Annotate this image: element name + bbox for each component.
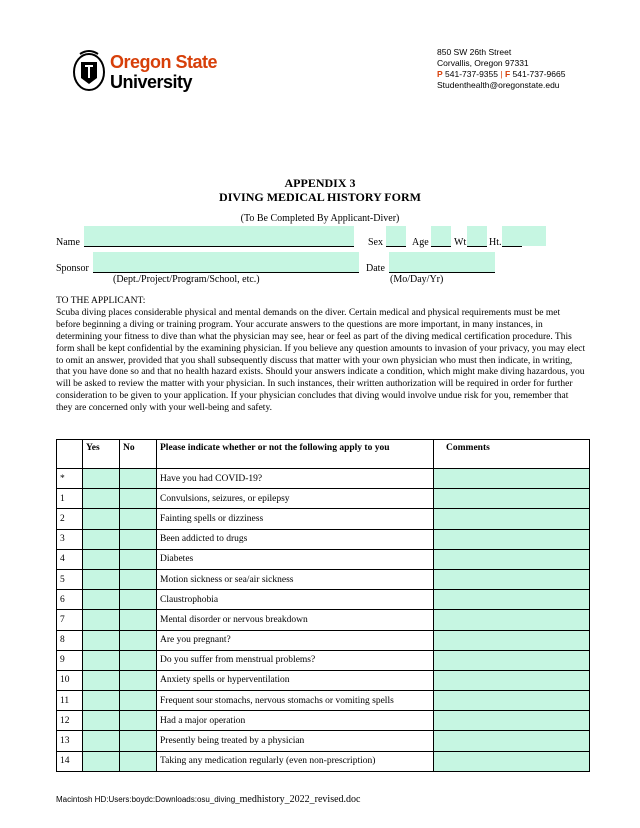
no-answer-cell[interactable] <box>120 569 157 589</box>
no-answer-cell[interactable] <box>120 529 157 549</box>
logo-line-1: Oregon State <box>110 52 218 72</box>
question-header: Please indicate whether or not the following apply to you <box>157 440 434 469</box>
yes-answer-cell[interactable] <box>83 549 120 569</box>
phone-number: 541-737-9355 <box>445 69 498 79</box>
comments-cell[interactable] <box>434 691 590 711</box>
row-number: 12 <box>57 711 83 731</box>
question-text: Convulsions, seizures, or epilepsy <box>157 489 434 509</box>
question-text: Presently being treated by a physician <box>157 731 434 751</box>
question-text: Anxiety spells or hyperventilation <box>157 670 434 690</box>
osu-logo <box>72 46 222 98</box>
table-row <box>57 569 590 589</box>
no-answer-cell[interactable] <box>120 731 157 751</box>
table-row <box>57 469 590 489</box>
table-row <box>57 630 590 650</box>
table-row <box>57 590 590 610</box>
comments-cell[interactable] <box>434 569 590 589</box>
comments-cell[interactable] <box>434 529 590 549</box>
row-number: 1 <box>57 489 83 509</box>
sex-label: Sex <box>368 237 383 248</box>
question-text: Had a major operation <box>157 711 434 731</box>
phone-fax-line: P 541-737-9355 | F 541-737-9665 <box>437 69 566 79</box>
instructions-text: Scuba diving places considerable physical and mental demands on the diver. Certain medical and physical requirements must be met before beginning a diving or training program. Your accurate answers to the questions are more important, in many instances, in determining your fitness to dive than what the physician may see, hear or feel as part of the diving medical certification procedure. This form shall be kept confidential by the examining physician. If you believe any question amounts to invasion of your privacy, you may elect to omit an answer, provided that you shall subsequently discuss that matter with your own physician who must then indicate, in writing, that you have done so and that no health hazard exists. Should your answers indicate a condition, which might make diving hazardous, you will be asked to review the matter with your physician. In such instances, their written authorization will be required in order for further consideration to be given to your application. If your physician concludes that diving would involve undue risk for you, remember that they are concerned only with your well-being and safety. <box>56 307 586 414</box>
yes-header: Yes <box>83 440 120 469</box>
name-input[interactable] <box>84 226 354 246</box>
yes-answer-cell[interactable] <box>83 489 120 509</box>
row-number: 9 <box>57 650 83 670</box>
sponsor-label: Sponsor <box>56 263 89 274</box>
age-input[interactable] <box>431 226 451 246</box>
weight-label: Wt <box>454 237 467 248</box>
phone-label: P <box>437 69 443 79</box>
osu-seal-icon <box>72 48 106 92</box>
sponsor-line <box>93 272 359 273</box>
table-row <box>57 489 590 509</box>
date-line <box>389 272 495 273</box>
no-answer-cell[interactable] <box>120 509 157 529</box>
table-header-row <box>57 440 590 469</box>
row-number: 2 <box>57 509 83 529</box>
comments-cell[interactable] <box>434 610 590 630</box>
row-number: 8 <box>57 630 83 650</box>
no-answer-cell[interactable] <box>120 691 157 711</box>
table-row <box>57 731 590 751</box>
row-number: * <box>57 469 83 489</box>
comments-cell[interactable] <box>434 469 590 489</box>
address-street: 850 SW 26th Street <box>437 47 512 57</box>
no-answer-cell[interactable] <box>120 630 157 650</box>
question-text: Diabetes <box>157 549 434 569</box>
table-row <box>57 509 590 529</box>
yes-answer-cell[interactable] <box>83 711 120 731</box>
comments-header: Comments <box>434 440 590 469</box>
date-input[interactable] <box>389 252 495 272</box>
form-title: DIVING MEDICAL HISTORY FORM <box>219 190 421 204</box>
form-subtitle: (To Be Completed By Applicant-Diver) <box>240 213 400 224</box>
yes-answer-cell[interactable] <box>83 670 120 690</box>
row-number: 6 <box>57 590 83 610</box>
no-answer-cell[interactable] <box>120 469 157 489</box>
contact-block <box>437 47 565 91</box>
applicant-instructions <box>56 296 586 415</box>
no-answer-cell[interactable] <box>120 711 157 731</box>
date-label: Date <box>366 263 385 274</box>
weight-line <box>467 246 487 247</box>
weight-input[interactable] <box>467 226 487 246</box>
row-number: 5 <box>57 569 83 589</box>
question-text: Have you had COVID-19? <box>157 469 434 489</box>
contact-email: Studenthealth@oregonstate.edu <box>437 80 560 90</box>
question-text: Are you pregnant? <box>157 630 434 650</box>
comments-cell[interactable] <box>434 731 590 751</box>
question-text: Taking any medication regularly (even non-prescription) <box>157 751 434 771</box>
comments-cell[interactable] <box>434 711 590 731</box>
question-text: Fainting spells or dizziness <box>157 509 434 529</box>
sex-input[interactable] <box>386 226 406 246</box>
instructions-heading: TO THE APPLICANT: <box>56 296 146 306</box>
yes-answer-cell[interactable] <box>83 469 120 489</box>
row-number: 13 <box>57 731 83 751</box>
yes-answer-cell[interactable] <box>83 569 120 589</box>
row-number: 7 <box>57 610 83 630</box>
question-text: Claustrophobia <box>157 590 434 610</box>
comments-cell[interactable] <box>434 590 590 610</box>
table-row <box>57 529 590 549</box>
question-text: Do you suffer from menstrual problems? <box>157 650 434 670</box>
table-row <box>57 650 590 670</box>
name-label: Name <box>56 237 80 248</box>
comments-cell[interactable] <box>434 509 590 529</box>
no-answer-cell[interactable] <box>120 650 157 670</box>
no-answer-cell[interactable] <box>120 670 157 690</box>
yes-answer-cell[interactable] <box>83 691 120 711</box>
row-number: 4 <box>57 549 83 569</box>
num-header <box>57 440 83 469</box>
table-row <box>57 751 590 771</box>
height-label: Ht. <box>489 237 502 248</box>
question-text: Motion sickness or sea/air sickness <box>157 569 434 589</box>
yes-answer-cell[interactable] <box>83 529 120 549</box>
question-text: Been addicted to drugs <box>157 529 434 549</box>
age-label: Age <box>412 237 429 248</box>
date-note: (Mo/Day/Yr) <box>390 274 444 285</box>
row-number: 14 <box>57 751 83 771</box>
comments-cell[interactable] <box>434 549 590 569</box>
no-answer-cell[interactable] <box>120 590 157 610</box>
file-path-footer <box>56 794 360 805</box>
appendix-title: APPENDIX 3 <box>284 176 356 190</box>
comments-cell[interactable] <box>434 650 590 670</box>
table-row <box>57 711 590 731</box>
fax-label: F <box>504 69 511 79</box>
yes-answer-cell[interactable] <box>83 509 120 529</box>
no-answer-cell[interactable] <box>120 751 157 771</box>
table-row <box>57 610 590 630</box>
row-number: 3 <box>57 529 83 549</box>
footer-path: Macintosh HD:Users:boydc:Downloads:osu_diving_ <box>56 795 240 804</box>
fax-number: 541-737-9665 <box>512 69 566 79</box>
table-row <box>57 549 590 569</box>
medical-history-table <box>56 439 590 772</box>
row-number: 10 <box>57 670 83 690</box>
comments-cell[interactable] <box>434 670 590 690</box>
question-text: Mental disorder or nervous breakdown <box>157 610 434 630</box>
logo-line-2: University <box>110 72 193 92</box>
yes-answer-cell[interactable] <box>83 610 120 630</box>
yes-answer-cell[interactable] <box>83 630 120 650</box>
address-city: Corvallis, Oregon 97331 <box>437 58 529 68</box>
sponsor-input[interactable] <box>93 252 359 272</box>
comments-cell[interactable] <box>434 630 590 650</box>
no-answer-cell[interactable] <box>120 610 157 630</box>
comments-cell[interactable] <box>434 489 590 509</box>
sex-line <box>386 246 406 247</box>
comments-cell[interactable] <box>434 751 590 771</box>
no-answer-cell[interactable] <box>120 549 157 569</box>
row-number: 11 <box>57 691 83 711</box>
height-line <box>502 246 522 247</box>
yes-answer-cell[interactable] <box>83 590 120 610</box>
yes-answer-cell[interactable] <box>83 751 120 771</box>
no-header: No <box>120 440 157 469</box>
height-input[interactable] <box>502 226 546 246</box>
yes-answer-cell[interactable] <box>83 731 120 751</box>
no-answer-cell[interactable] <box>120 489 157 509</box>
question-text: Frequent sour stomachs, nervous stomachs or vomiting spells <box>157 691 434 711</box>
table-row <box>57 670 590 690</box>
age-line <box>431 246 451 247</box>
yes-answer-cell[interactable] <box>83 650 120 670</box>
sponsor-note: (Dept./Project/Program/School, etc.) <box>113 274 260 285</box>
name-line <box>84 246 354 247</box>
footer-filename: medhistory_2022_revised.doc <box>239 794 361 805</box>
table-row <box>57 691 590 711</box>
